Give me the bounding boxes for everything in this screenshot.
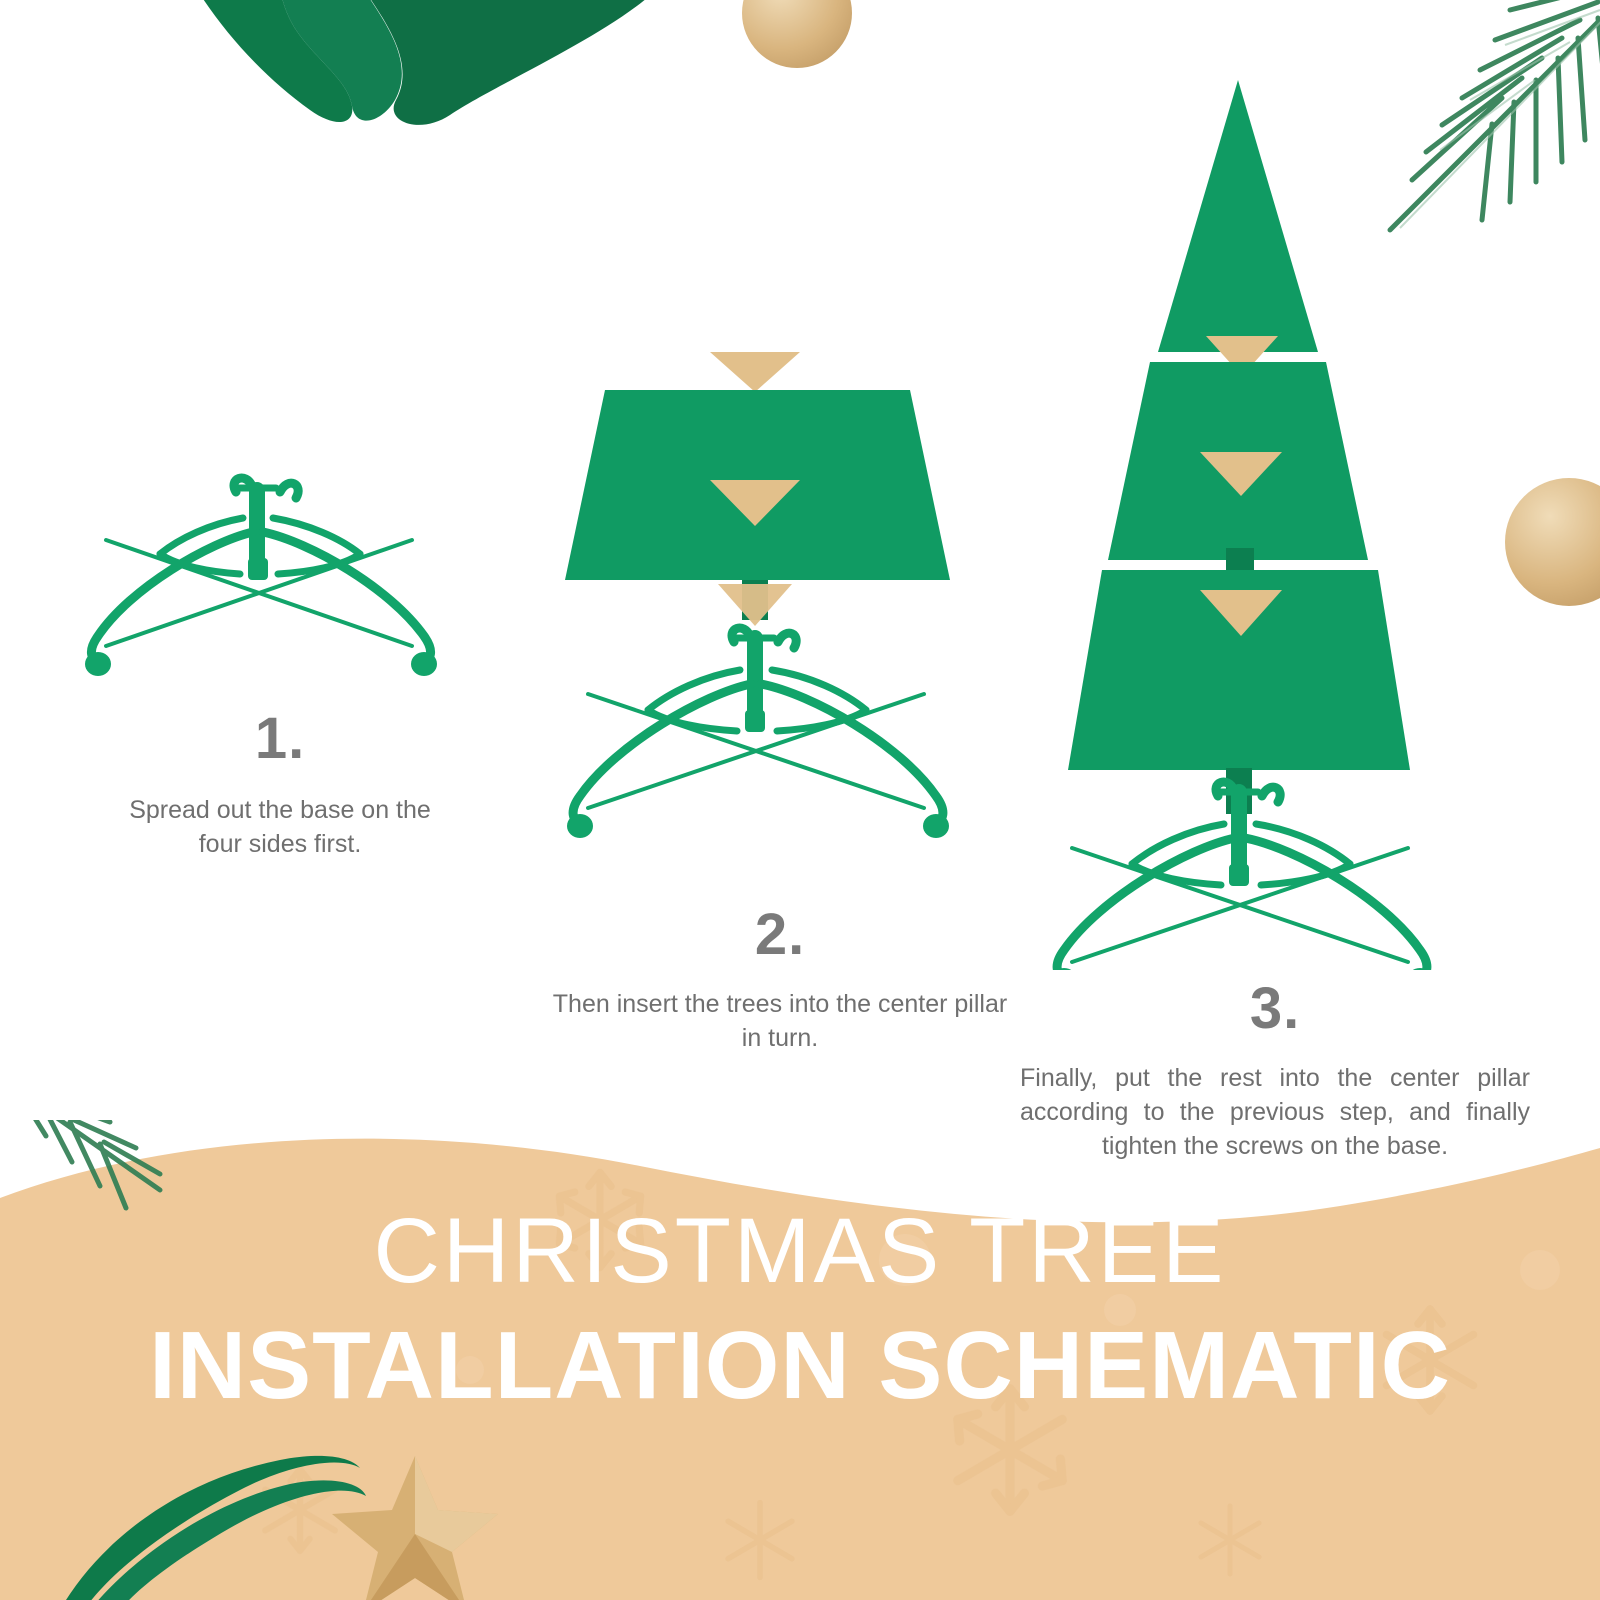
step-2-number: 2.: [754, 902, 806, 967]
step-3-text: Finally, put the rest into the center pillar according to the previous step, and finally tighten the screws on the base.: [1020, 1064, 1530, 1160]
title-line-1: CHRISTMAS TREE: [373, 1200, 1227, 1302]
step-1-number: 1.: [254, 706, 306, 771]
tree-top-section: [1158, 80, 1318, 352]
full-tree-illustration: [1010, 70, 1540, 970]
step-2-text: Then insert the trees into the center pillar in turn.: [552, 990, 1008, 1052]
step-2: [520, 330, 1040, 1056]
step-1: [60, 470, 500, 862]
title-line-2: INSTALLATION SCHEMATIC: [149, 1312, 1451, 1419]
arrow-down-icon: [710, 352, 800, 392]
title-block: [0, 1200, 1600, 1421]
tree-stand-base-illustration-1: [60, 470, 500, 700]
step-3: [1010, 70, 1540, 1163]
step-3-number: 3.: [1249, 976, 1301, 1041]
gold-star-bottom: [330, 1450, 500, 1600]
step-1-text: Spread out the base on the four sides first.: [129, 796, 431, 858]
bottom-band: [0, 1120, 1600, 1600]
arrow-down-icon: [718, 584, 792, 626]
tree-section-above-stand-illustration: [520, 330, 1040, 890]
